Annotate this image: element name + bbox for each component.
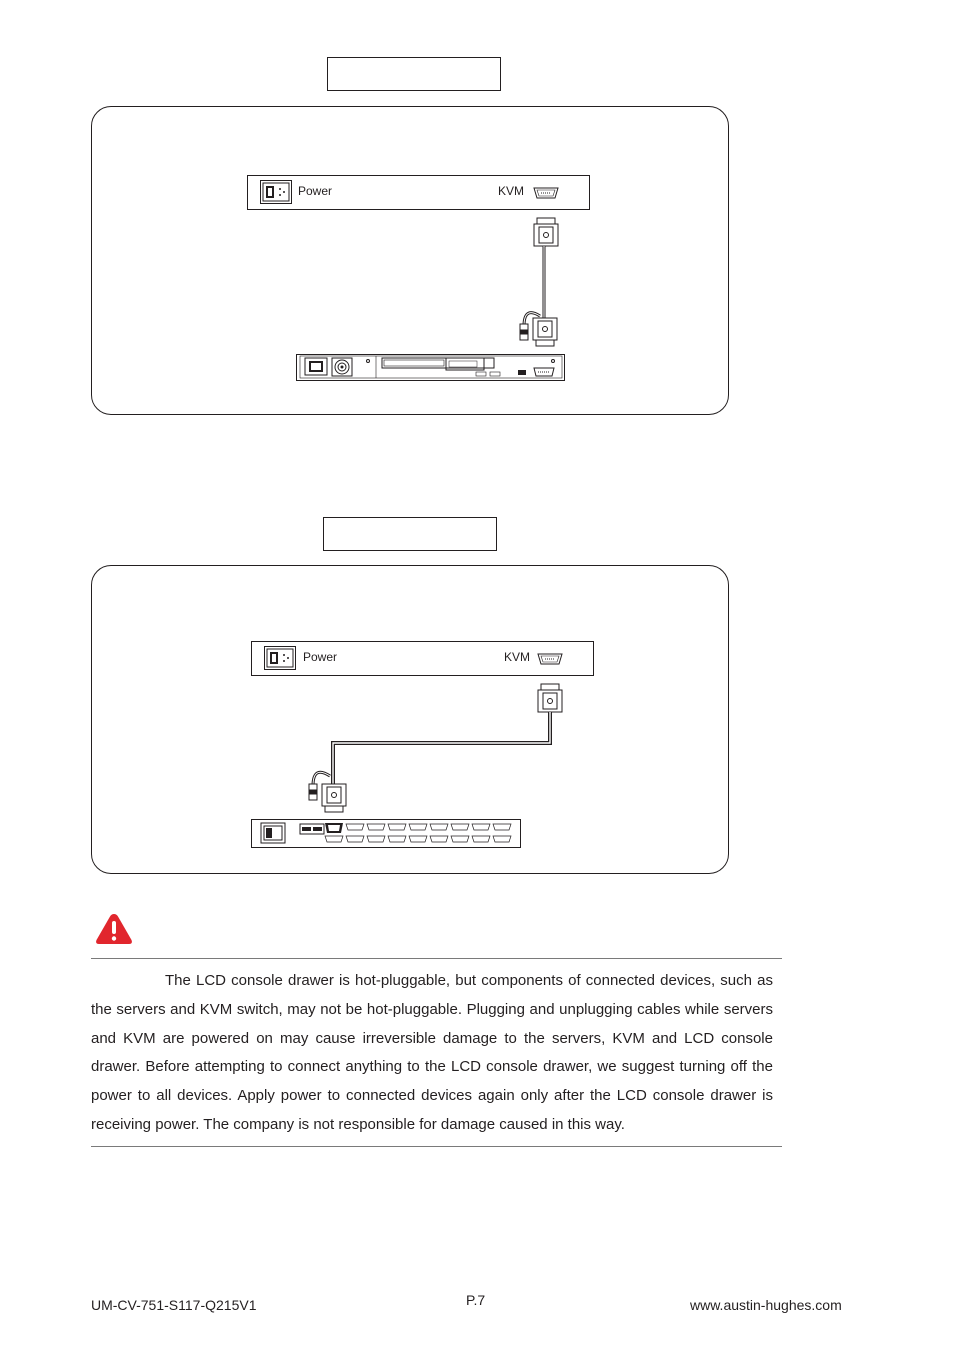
kvm-label: KVM [498, 184, 525, 198]
warning-text: The LCD console drawer is hot-pluggable, but components of connected devices, such as the servers and KVM switch, may not be hot-pluggable. Plugging and unplugging cables while servers and KVM are powered on may cause irreversible damage to the servers, KVM and LCD console drawer. Before attempting to connect anything to the LCD console drawer, we suggest turning off the power to all devices. Apply power to connected devices again only after the LCD console drawer is receiving power. The company is not responsible for damage caused in this way. [91, 972, 773, 1133]
power-label: Power [303, 650, 338, 664]
footer-doc-id: UM-CV-751-S117-Q215V1 [91, 1297, 257, 1313]
warning-bottom-rule [91, 1146, 782, 1147]
kvm-switch-rear-panel [251, 819, 522, 849]
footer-website: www.austin-hughes.com [690, 1297, 842, 1313]
footer-page-number: P.7 [466, 1292, 486, 1308]
vga-connector-bottom [322, 784, 346, 812]
warning-top-rule [91, 958, 782, 959]
warning-triangle-icon [94, 912, 134, 946]
usb-connector [309, 784, 317, 800]
kvm-label: KVM [504, 650, 531, 664]
power-label: Power [298, 184, 333, 198]
vga-connector-top [538, 684, 562, 712]
